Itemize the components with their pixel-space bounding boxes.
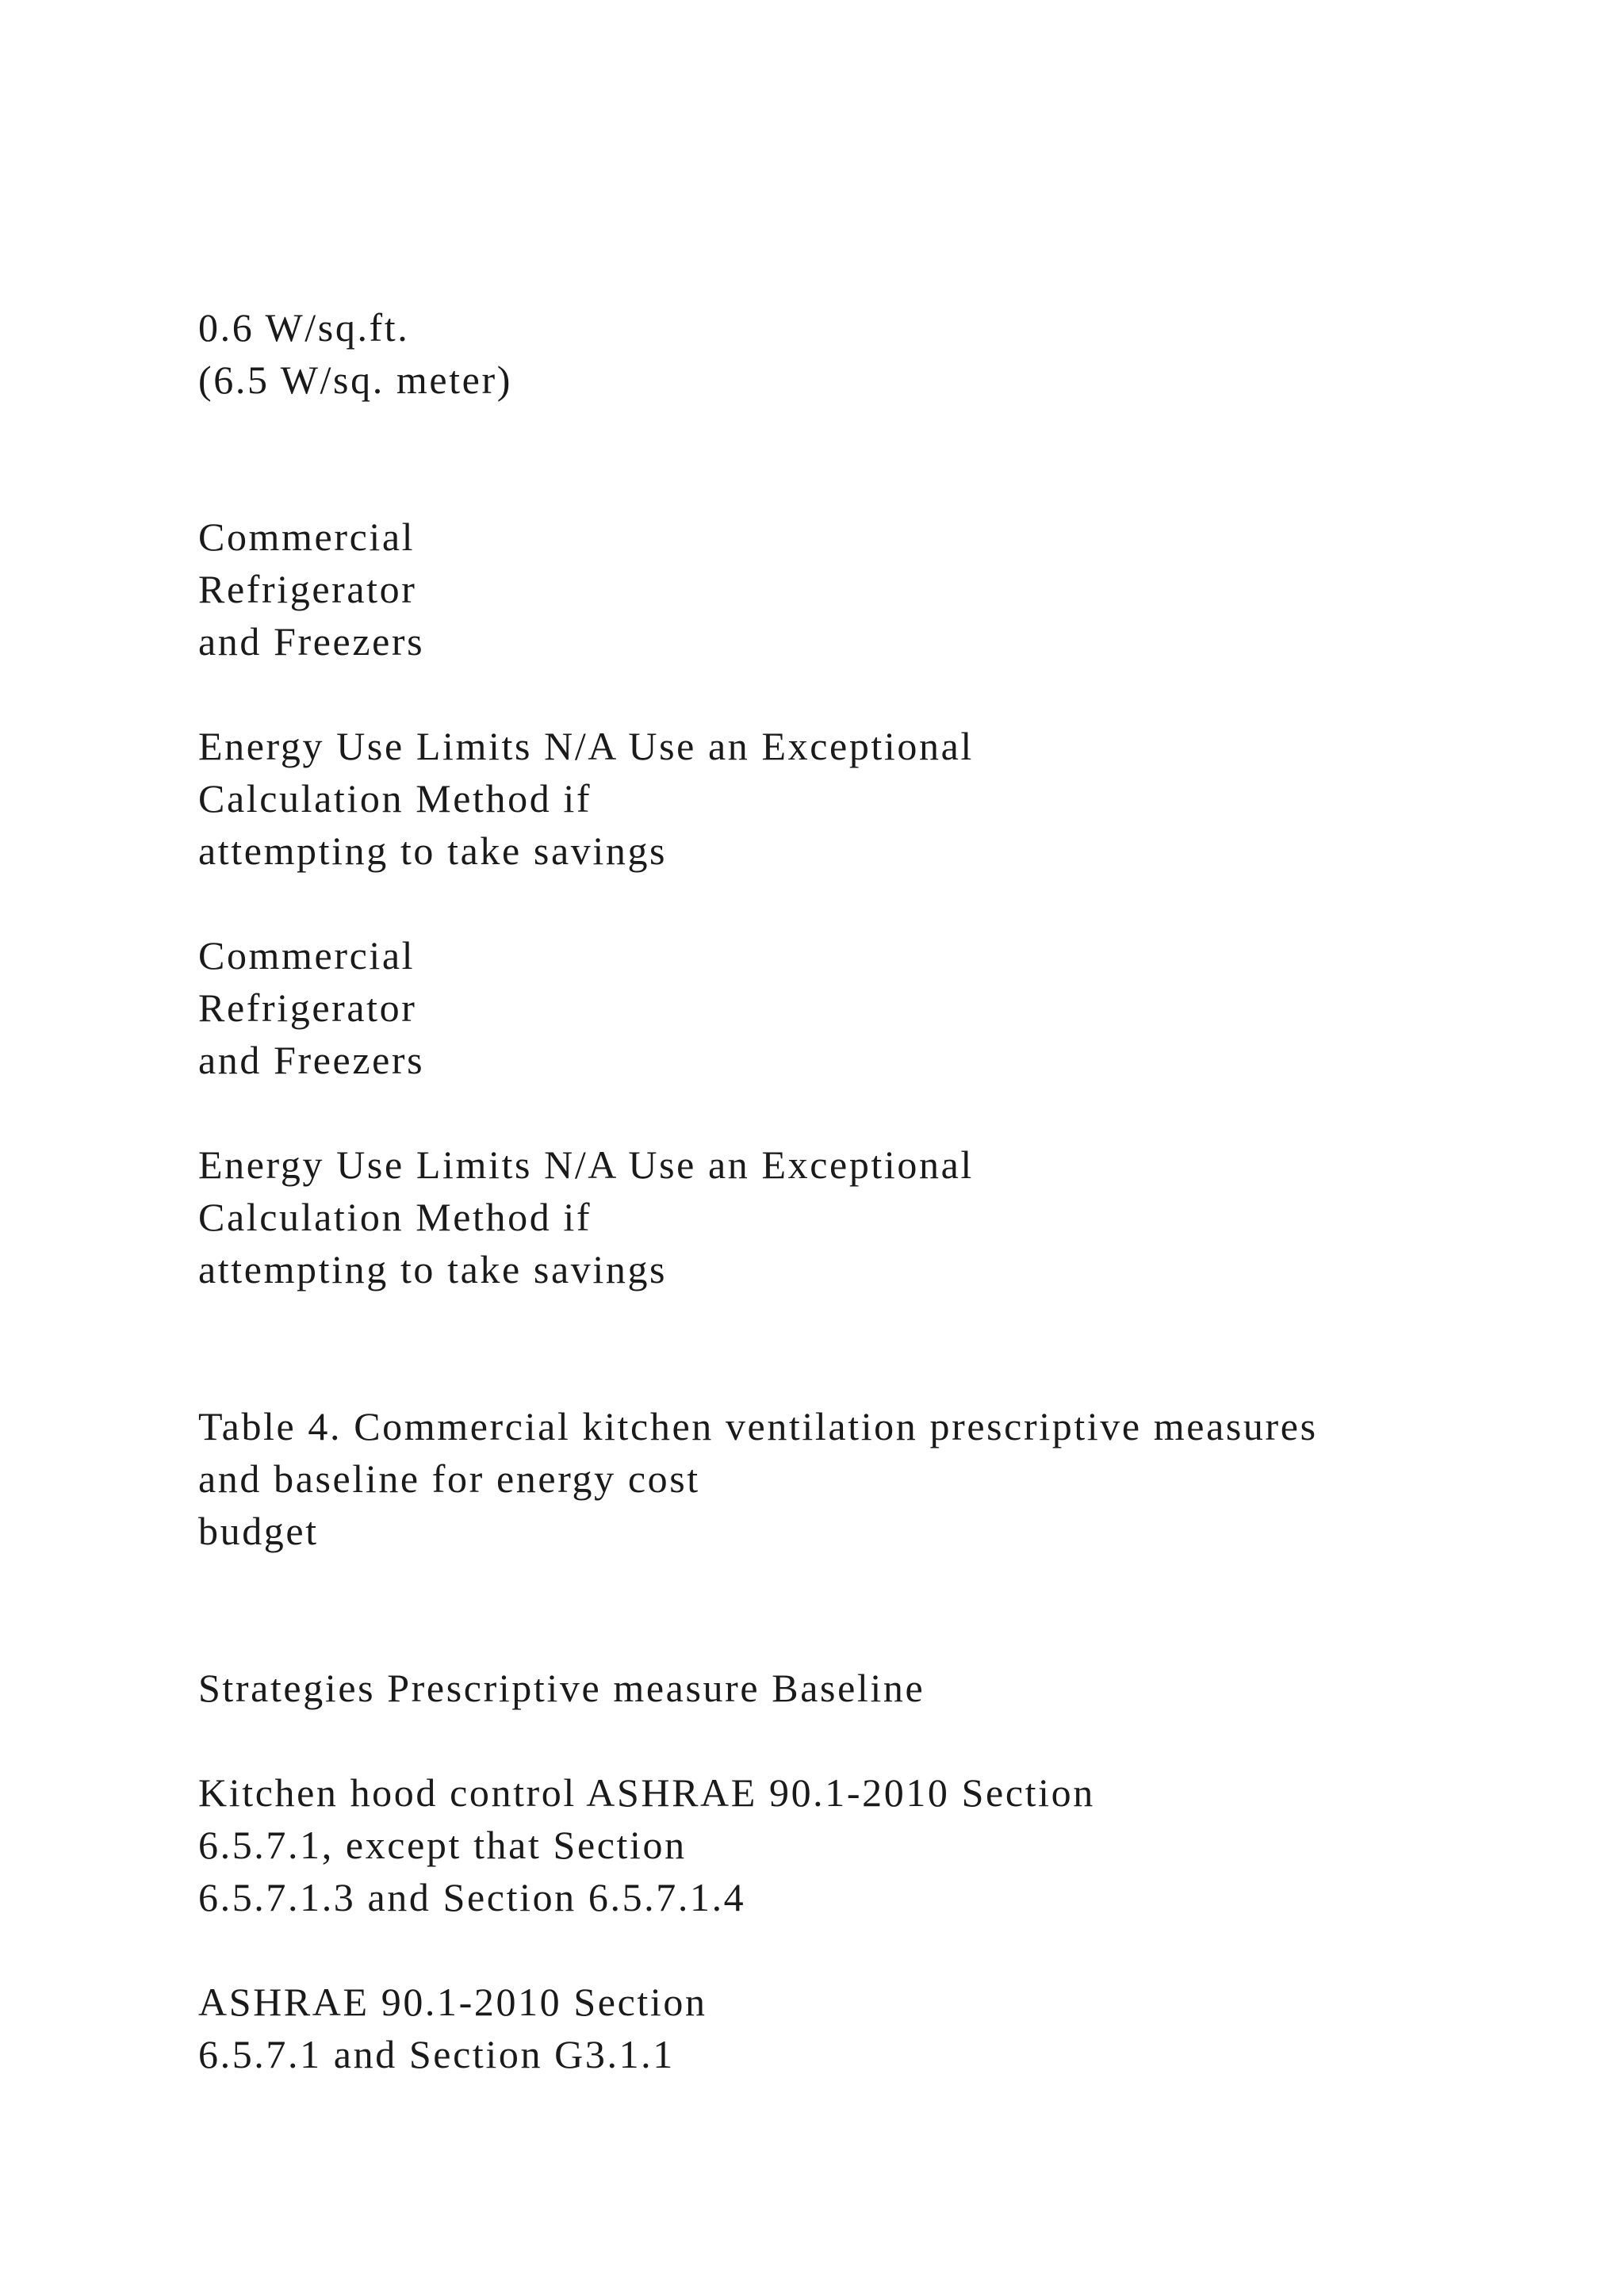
entry-1-title-line-1: Commercial (198, 515, 416, 559)
entry-1-text-line-3: attempting to take savings (198, 828, 668, 873)
row-1-line-1: Kitchen hood control ASHRAE 90.1-2010 Section (198, 1770, 1095, 1815)
entry-2-text-line-1: Energy Use Limits N/A Use an Exceptional (198, 1142, 974, 1187)
baseline-line-2: 6.5.7.1 and Section G3.1.1 (198, 2032, 675, 2076)
table-header: Strategies Prescriptive measure Baseline (198, 1666, 925, 1710)
table-caption-line-1: Table 4. Commercial kitchen ventilation prescriptive measures (198, 1404, 1318, 1448)
entry-2-text-line-3: attempting to take savings (198, 1247, 668, 1292)
table-caption-line-2: and baseline for energy cost (198, 1456, 700, 1501)
power-density-line-2: (6.5 W/sq. meter) (198, 358, 512, 402)
entry-2-title-line-2: Refrigerator (198, 985, 417, 1030)
entry-2-text-line-2: Calculation Method if (198, 1195, 592, 1239)
table-caption-line-3: budget (198, 1509, 319, 1553)
entry-1-text-line-2: Calculation Method if (198, 776, 592, 821)
entry-1-title-line-3: and Freezers (198, 619, 425, 664)
entry-2-title-line-1: Commercial (198, 933, 416, 978)
row-1-line-2: 6.5.7.1, except that Section (198, 1823, 687, 1867)
entry-1-title-line-2: Refrigerator (198, 567, 417, 611)
entry-1-text-line-1: Energy Use Limits N/A Use an Exceptional (198, 724, 974, 768)
baseline-line-1: ASHRAE 90.1-2010 Section (198, 1980, 707, 2024)
power-density-line-1: 0.6 W/sq.ft. (198, 305, 410, 350)
row-1-line-3: 6.5.7.1.3 and Section 6.5.7.1.4 (198, 1875, 746, 1919)
entry-2-title-line-3: and Freezers (198, 1038, 425, 1082)
